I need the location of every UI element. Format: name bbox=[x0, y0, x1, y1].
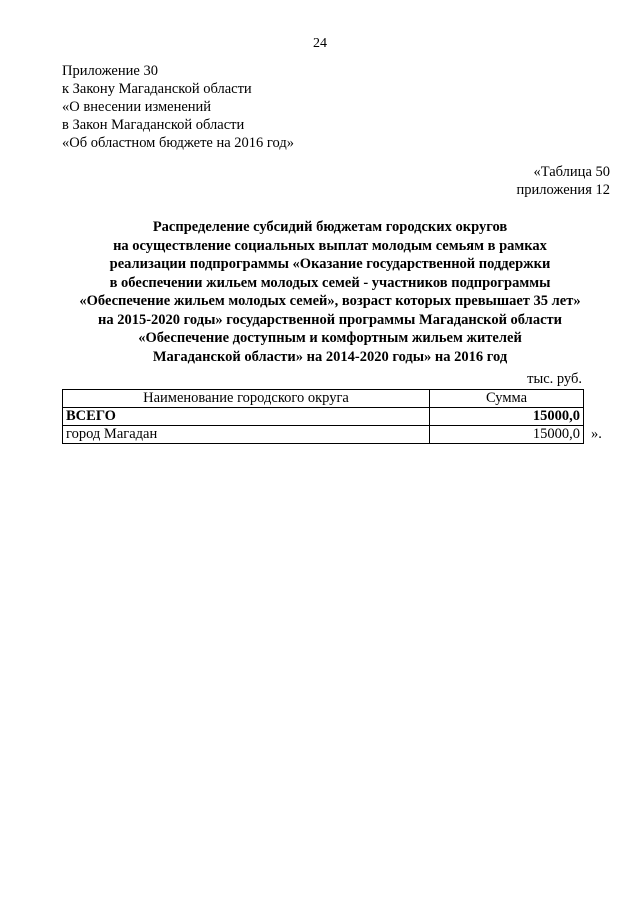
appendix-line: в Закон Магаданской области bbox=[62, 117, 245, 133]
subsidy-table bbox=[62, 389, 584, 444]
annex-number: приложения 12 bbox=[516, 182, 610, 198]
appendix-line: к Закону Магаданской области bbox=[62, 81, 252, 97]
appendix-reference bbox=[62, 62, 294, 152]
title-line: Распределение субсидий бюджетам городских округов bbox=[152, 219, 508, 235]
title-line: на осуществление социальных выплат молодым семьям в рамках bbox=[113, 237, 547, 254]
appendix-line: Приложение 30 bbox=[62, 63, 158, 79]
header-sum: Сумма bbox=[430, 390, 584, 408]
title-line: «Обеспечение доступным и комфортным жильем жителей bbox=[138, 330, 522, 346]
row-name: город Магадан bbox=[63, 426, 430, 444]
table-reference bbox=[517, 163, 610, 199]
units-label: тыс. руб. bbox=[527, 371, 582, 387]
row-sum: 15000,0 bbox=[430, 426, 584, 444]
table-row-total bbox=[63, 408, 584, 426]
title-line: на 2015-2020 годы» государственной программы Магаданской области bbox=[98, 311, 562, 328]
appendix-line: «Об областном бюджете на 2016 год» bbox=[62, 135, 294, 151]
title-line: в обеспечении жильем молодых семей - участников подпрограммы bbox=[109, 274, 551, 291]
table-row bbox=[63, 426, 584, 444]
page-number: 24 bbox=[313, 36, 327, 51]
table-number: «Таблица 50 bbox=[533, 164, 610, 180]
title-line: реализации подпрограммы «Оказание государственной поддержки bbox=[109, 256, 551, 272]
title-line: «Обеспечение жильем молодых семей», возраст которых превышает 35 лет» bbox=[79, 293, 581, 309]
closing-quote: ». bbox=[591, 426, 602, 442]
row-name: ВСЕГО bbox=[63, 408, 430, 426]
row-sum: 15000,0 bbox=[430, 408, 584, 426]
document-title bbox=[60, 218, 600, 366]
appendix-line: «О внесении изменений bbox=[62, 99, 212, 115]
table-header-row bbox=[63, 390, 584, 408]
title-line: Магаданской области» на 2014-2020 годы» на 2016 год bbox=[152, 348, 508, 365]
header-district-name: Наименование городского округа bbox=[63, 390, 430, 408]
